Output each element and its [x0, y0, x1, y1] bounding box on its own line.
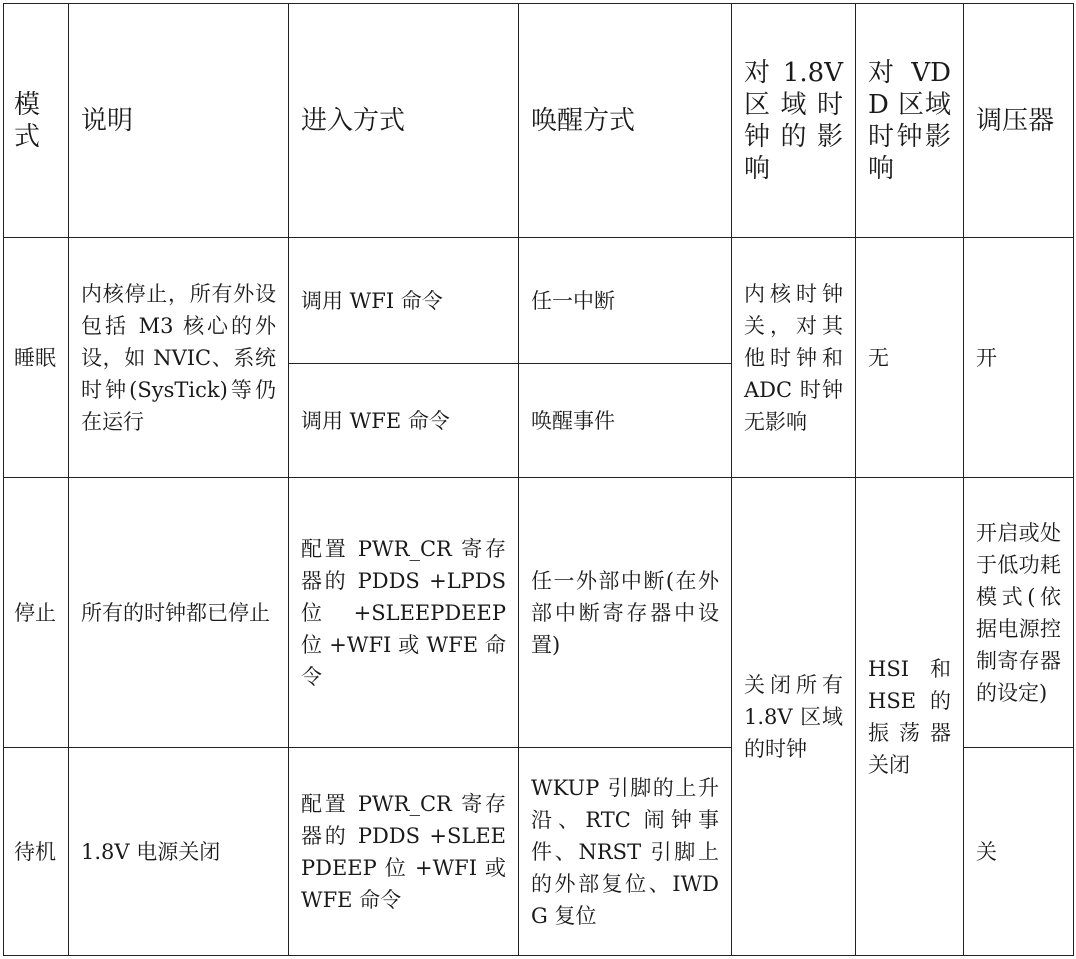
sleep-mode-cell: 睡眠 [4, 238, 69, 478]
header-row [4, 4, 1074, 238]
power-modes-table [3, 3, 1074, 956]
header-description: 说明 [69, 4, 289, 238]
stop-mode-cell: 停止 [4, 478, 69, 748]
header-enter-method: 进入方式 [289, 4, 519, 238]
stop-wake-cell: 任一外部中断(在外部中断寄存器中设置) [519, 478, 732, 748]
header-regulator: 调压器 [964, 4, 1074, 238]
sleep-regulator-cell: 开 [964, 238, 1074, 478]
table-row-stop [4, 478, 1074, 748]
sleep-enter-wfe-cell: 调用 WFE 命令 [289, 364, 519, 478]
stop-enter-cell: 配置 PWR_CR 寄存器的 PDDS +LPDS 位 +SLEEPDEEP 位 +WFI 或 WFE 命令 [289, 478, 519, 748]
standby-wake-cell: WKUP 引脚的上升沿、RTC 闹钟事件、NRST 引脚上的外部复位、IWDG 复位 [519, 748, 732, 956]
sleep-1v8-clock-cell: 内核时钟关，对其他时钟和 ADC 时钟无影响 [732, 238, 856, 478]
standby-description-cell: 1.8V 电源关闭 [69, 748, 289, 956]
standby-mode-cell: 待机 [4, 748, 69, 956]
sleep-wake-wfe-cell: 唤醒事件 [519, 364, 732, 478]
sleep-vdd-clock-cell: 无 [856, 238, 964, 478]
standby-regulator-cell: 关 [964, 748, 1074, 956]
stop-regulator-cell: 开启或处于低功耗模式(依据电源控制寄存器的设定) [964, 478, 1074, 748]
table-row-sleep-wfi [4, 238, 1074, 364]
standby-enter-cell: 配置 PWR_CR 寄存器的 PDDS +SLEEPDEEP 位 +WFI 或 WFE 命令 [289, 748, 519, 956]
stop-standby-vdd-clock-cell: HSI 和 HSE 的振荡器关闭 [856, 478, 964, 956]
header-wake-method: 唤醒方式 [519, 4, 732, 238]
header-1v8-clock-effect: 对 1.8V 区域时钟的影响 [732, 4, 856, 238]
header-vdd-clock-effect: 对 VDD 区域时钟影响 [856, 4, 964, 238]
sleep-enter-wfi-cell: 调用 WFI 命令 [289, 238, 519, 364]
header-mode: 模式 [4, 4, 69, 238]
stop-description-cell: 所有的时钟都已停止 [69, 478, 289, 748]
stop-standby-1v8-clock-cell: 关闭所有 1.8V 区域的时钟 [732, 478, 856, 956]
sleep-wake-wfi-cell: 任一中断 [519, 238, 732, 364]
sleep-description-cell: 内核停止，所有外设包括 M3 核心的外设，如 NVIC、系统时钟(SysTick)等仍在运行 [69, 238, 289, 478]
